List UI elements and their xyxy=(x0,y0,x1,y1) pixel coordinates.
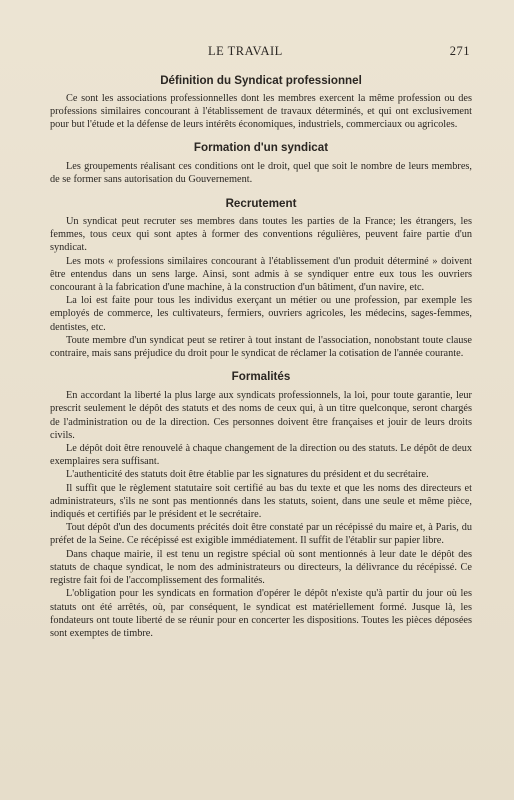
paragraph: Ce sont les associations professionnelles dont les membres exercent la même profession ou des professions similaires concourant à l'établissement de travaux déterminés, et qui ont exclusivement pour but l'étude et la défense de leurs intérêts économiques, industriels, commerciaux ou agricoles. xyxy=(50,93,472,131)
paragraph: L'authenticité des statuts doit être établie par les signatures du président et du secrétaire. xyxy=(66,469,429,481)
paragraph: L'obligation pour les syndicats en formation d'opérer le dépôt n'existe qu'à partir du jour où les statuts ont été arrêtés, où, par conséquent, le syndicat est matériellement formé. Jusque là, les fondateurs ont toute liberté de se réunir pour en concerter les dispositions. Toutes les pièces déposées sont exemptes de timbre. xyxy=(50,588,472,639)
paragraph: La loi est faite pour tous les individus exerçant un métier ou une profession, par exemple les employés de commerce, les cultivateurs, fermiers, ouvriers agricoles, les médecins, sages-femmes, dentistes, etc. xyxy=(50,295,472,333)
section-heading: Formalités xyxy=(231,370,291,384)
section-recrutement xyxy=(50,197,472,360)
paragraph: En accordant la liberté la plus large aux syndicats professionnels, la loi, pour toute garantie, leur prescrit seulement le dépôt des statuts et des noms de ceux qui, à un titre quelconque, seront chargés de l'administration ou de la direction. Ces personnes doivent être françaises et jouir de leurs droits civils. xyxy=(50,390,472,441)
section-formation xyxy=(50,141,472,186)
paragraph: Tout dépôt d'un des documents précités doit être constaté par un récépissé du maire et, à Paris, du préfet de la Seine. Ce récépissé est exigible immédiatement. Il suffit de l'établir sur papier libre. xyxy=(50,522,472,547)
paragraph: Il suffit que le règlement statutaire soit certifié au bas du texte et que les noms des directeurs et administrateurs, s'ils ne sont pas mentionnés dans les statuts, soient, dans une seule et même pièce, indiqués et certifiés par le président et le secrétaire. xyxy=(50,482,472,521)
section-heading: Formation d'un syndicat xyxy=(193,140,329,154)
running-title: LE TRAVAIL xyxy=(208,44,283,58)
paragraph: Le dépôt doit être renouvelé à chaque changement de la direction ou des statuts. Le dépôt de deux exemplaires sera suffisant. xyxy=(50,443,472,468)
paragraph: Toute membre d'un syndicat peut se retirer à tout instant de l'association, nonobstant toute clause contraire, mais sans préjudice du droit pour le syndicat de réclamer la cotisation de l'année courante. xyxy=(50,334,472,360)
section-definition xyxy=(50,74,472,132)
paragraph: Dans chaque mairie, il est tenu un registre spécial où sont mentionnés à leur date le dépôt des statuts de chaque syndicat, le nom des administrateurs ou directeurs, la délivrance du récépissé. Ce registre fait foi de l'accomplissement des formalités. xyxy=(50,548,472,587)
paragraph: Un syndicat peut recruter ses membres dans toutes les parties de la France; les étrangers, les femmes, tous ceux qui sont aptes à former des conventions régulières, peuvent faire partie d'un syndicat. xyxy=(50,216,472,254)
section-heading: Recrutement xyxy=(225,197,297,211)
running-head xyxy=(50,44,472,64)
paragraph: Les mots « professions similaires concourant à l'établissement d'un produit déterminé » doivent être entendus dans un sens large. Ainsi, sont admis à se syndiquer entre eux tous les ouvriers concourant à la fabrication d'une machine, à la construction d'un bâtiment, d'un navire, etc. xyxy=(50,255,472,294)
paragraph: Les groupements réalisant ces conditions ont le droit, quel que soit le nombre de leurs membres, de se former sans autorisation du Gouvernement. xyxy=(50,160,472,185)
section-heading: Définition du Syndicat professionnel xyxy=(160,74,362,87)
section-formalites xyxy=(50,370,472,640)
page-number: 271 xyxy=(449,44,470,58)
